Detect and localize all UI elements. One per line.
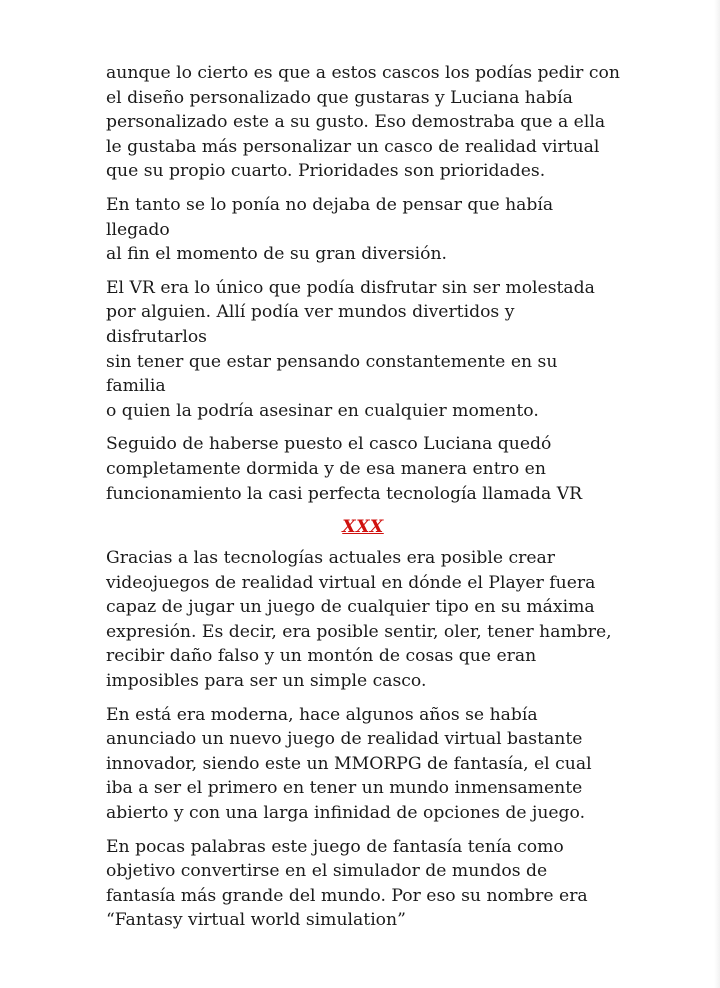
paragraph-vr-unico: El VR era lo único que podía disfrutar sin ser molestada por alguien. Allí podía ver mundos divertidos y disfrutarlos sin tener que estar pensando constantemente en su familia o quien la podría asesinar en cualquier momento. — [106, 277, 595, 421]
paragraph-era-moderna: En está era moderna, hace algunos años se había anunciado un nuevo juego de realidad virtual bastante innovador, siendo este un MMORPG de fantasía, el cual iba a ser el primero en tener un mundo inmensamente abierto y con una larga infinidad de opciones de juego. — [106, 704, 592, 824]
paragraph-tecnologias-actuales: Gracias a las tecnologías actuales era posible crear videojuegos de realidad virtual en dónde el Player fuera capaz de jugar un juego de cualquier tipo en su máxima expresión. Es decir, era posible sentir, oler, tener hambre, recibir daño falso y un montón de cosas que eran imposibles para ser un simple casco. — [106, 548, 612, 692]
paragraph-casco-personalizado: aunque lo cierto es que a estos cascos los podías pedir con el diseño personalizado que gustaras y Luciana había personalizado este a su gusto. Eso demostraba que a ella le gustaba más personalizar un casco de realidad virtual que su propio cuarto. Prioridades son prioridades. — [106, 63, 620, 182]
page-edge-shadow — [714, 0, 720, 988]
paragraph-gran-diversion: En tanto se lo ponía no dejaba de pensar que había llegado al fin el momento de su gran diversión. — [106, 194, 554, 265]
paragraph-luciana-dormida: Seguido de haberse puesto el casco Luciana quedó completamente dormida y de esa manera entro en funcionamiento la casi perfecta tecnología llamada VR — [106, 434, 583, 504]
document-page — [106, 61, 620, 942]
separator-text: XXX — [342, 517, 384, 538]
section-separator — [106, 515, 620, 539]
paragraph-pocas-palabras: En pocas palabras este juego de fantasía tenía como objetivo convertirse en el simulador de mundos de fantasía más grande del mundo. Por eso su nombre era “Fantasy virtual world simulation” — [106, 836, 588, 931]
